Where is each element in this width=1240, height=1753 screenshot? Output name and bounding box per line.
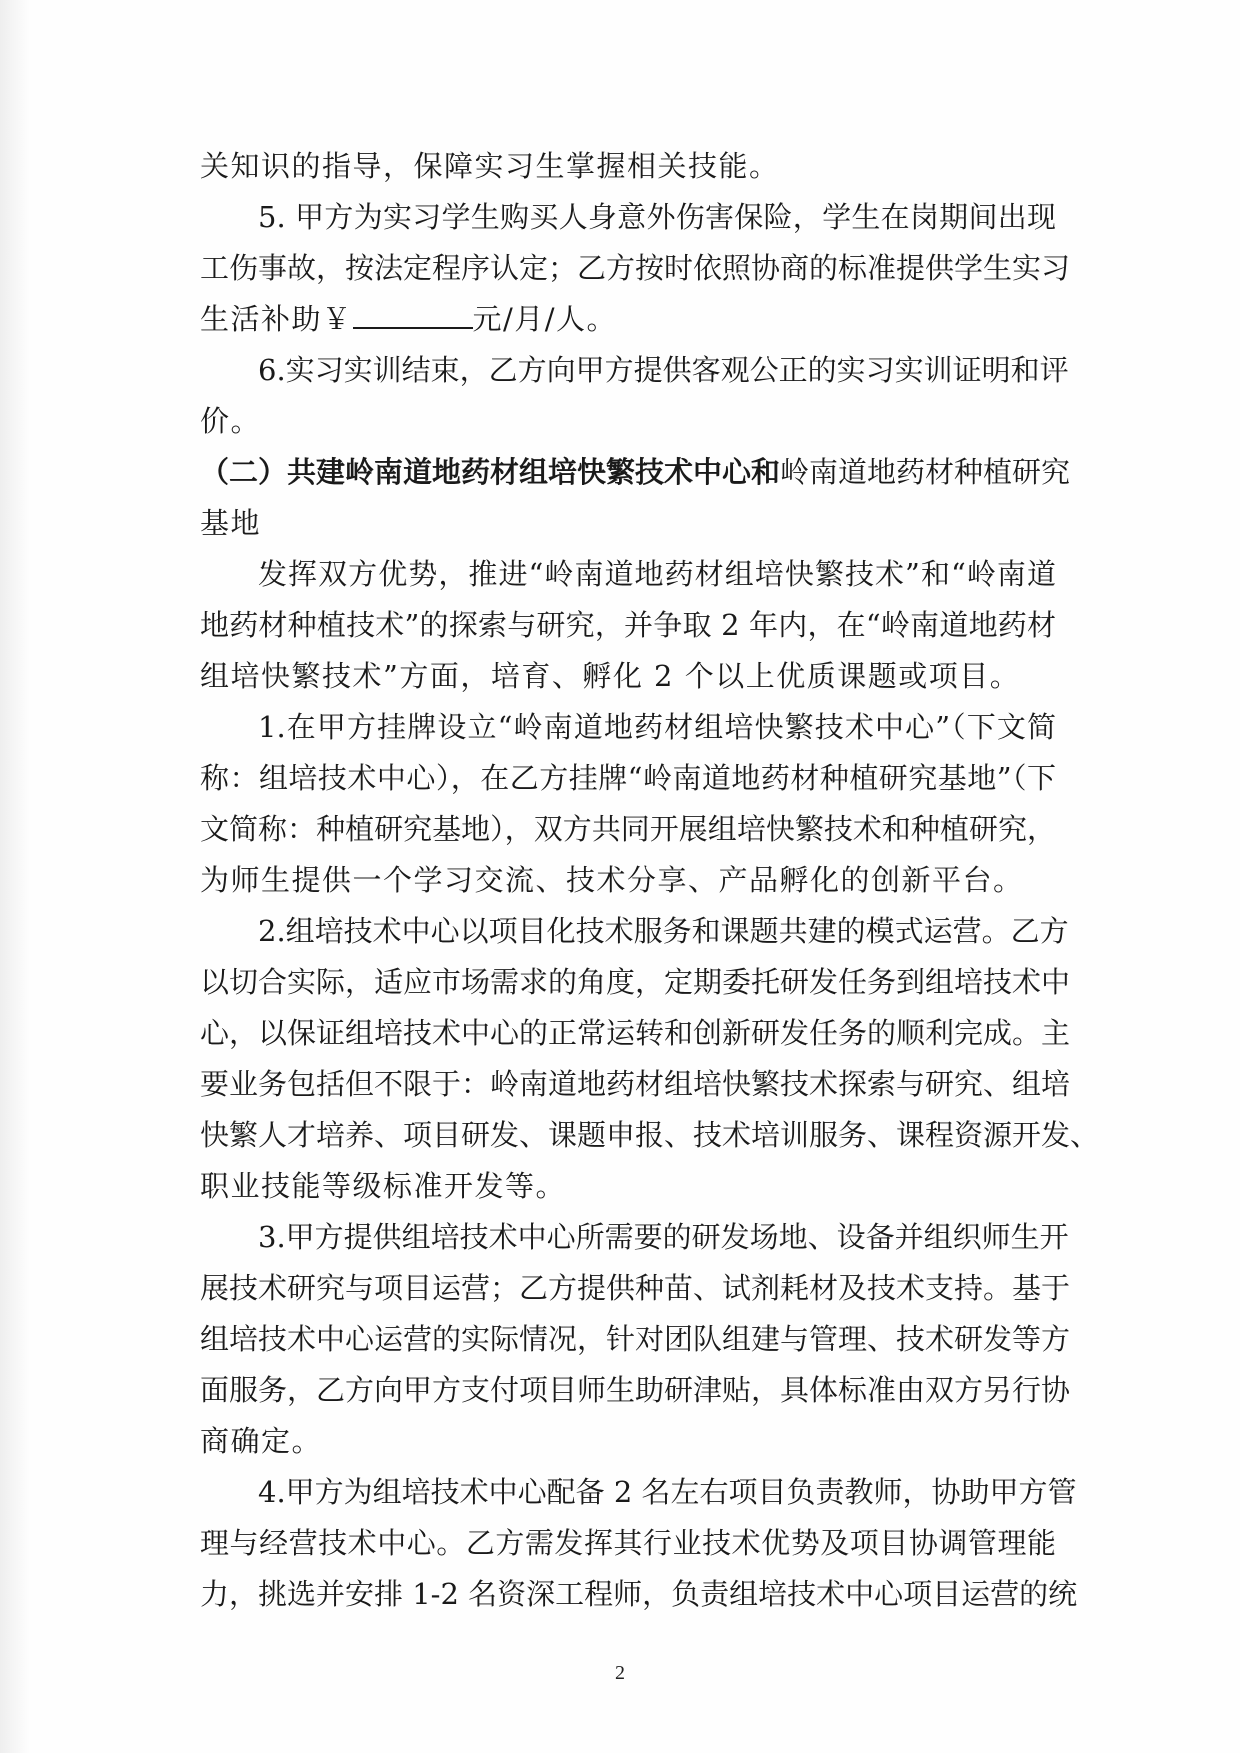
section-heading-normal: 岭南道地药材种植研究: [780, 455, 1071, 489]
text-line-25: 面服务，乙方向甲方支付项目师生助研津贴，具体标准由双方另行协: [200, 1373, 1071, 1407]
text-line-12: 1.在甲方挂牌设立“岭南道地药材组培快繁技术中心”（下文简: [258, 710, 1056, 744]
text-line-27: 4.甲方为组培技术中心配备 2 名左右项目负责教师，协助甲方管: [258, 1475, 1077, 1509]
page-number: 2: [615, 1662, 625, 1684]
text-line-5: 6.实习实训结束，乙方向甲方提供客观公正的实习实训证明和评: [258, 353, 1069, 387]
text-line-17: 以切合实际，适应市场需求的角度，定期委托研发任务到组培技术中: [200, 965, 1071, 999]
text-line-9: 发挥双方优势，推进“岭南道地药材组培快繁技术”和“岭南道: [258, 557, 1056, 591]
text-line-29: 力，挑选并安排 1-2 名资深工程师，负责组培技术中心项目运营的统: [200, 1577, 1078, 1611]
text-line-10: 地药材种植技术”的探索与研究，并争取 2 年内，在“岭南道地药材: [200, 608, 1056, 642]
text-line-24: 组培技术中心运营的实际情况，针对团队组建与管理、技术研发等方: [200, 1322, 1071, 1356]
text-line-6: 价。: [200, 404, 262, 438]
subsidy-suffix: 元/月/人。: [472, 302, 618, 336]
subsidy-prefix: 生活补助￥: [200, 302, 353, 336]
text-line-28: 理与经营技术中心。乙方需发挥其行业技术优势及项目协调管理能: [200, 1526, 1056, 1560]
text-line-1: 关知识的指导，保障实习生掌握相关技能。: [200, 149, 780, 183]
subsidy-amount-blank: [353, 299, 473, 329]
text-line-22: 3.甲方提供组培技术中心所需要的研发场地、设备并组织师生开: [258, 1220, 1069, 1254]
text-line-8: 基地: [200, 506, 262, 540]
text-line-2: 5. 甲方为实习学生购买人身意外伤害保险，学生在岗期间出现: [258, 200, 1056, 234]
scan-edge-shadow: [0, 0, 30, 1753]
text-line-23: 展技术研究与项目运营；乙方提供种苗、试剂耗材及技术支持。基于: [200, 1271, 1071, 1305]
text-line-13: 称：组培技术中心），在乙方挂牌“岭南道地药材种植研究基地”（下: [200, 761, 1056, 795]
text-line-20: 快繁人才培养、项目研发、课题申报、技术培训服务、课程资源开发、: [200, 1118, 1100, 1152]
text-line-11: 组培快繁技术”方面，培育、孵化 2 个以上优质课题或项目。: [200, 659, 1021, 693]
text-line-26: 商确定。: [200, 1424, 323, 1458]
text-line-15: 为师生提供一个学习交流、技术分享、产品孵化的创新平台。: [200, 863, 1024, 897]
text-line-16: 2.组培技术中心以项目化技术服务和课题共建的模式运营。乙方: [258, 914, 1069, 948]
section-heading-bold: （二）共建岭南道地药材组培快繁技术中心和: [200, 455, 781, 489]
section-heading: [200, 452, 1071, 492]
text-line-18: 心，以保证组培技术中心的正常运转和创新研发任务的顺利完成。主: [200, 1016, 1071, 1050]
text-line-14: 文简称：种植研究基地），双方共同开展组培快繁技术和种植研究，: [200, 812, 1056, 846]
text-line-subsidy: [200, 299, 617, 339]
text-line-3: 工伤事故，按法定程序认定；乙方按时依照协商的标准提供学生实习: [200, 251, 1071, 285]
text-line-19: 要业务包括但不限于：岭南道地药材组培快繁技术探索与研究、组培: [200, 1067, 1071, 1101]
text-line-21: 职业技能等级标准开发等。: [200, 1169, 567, 1203]
